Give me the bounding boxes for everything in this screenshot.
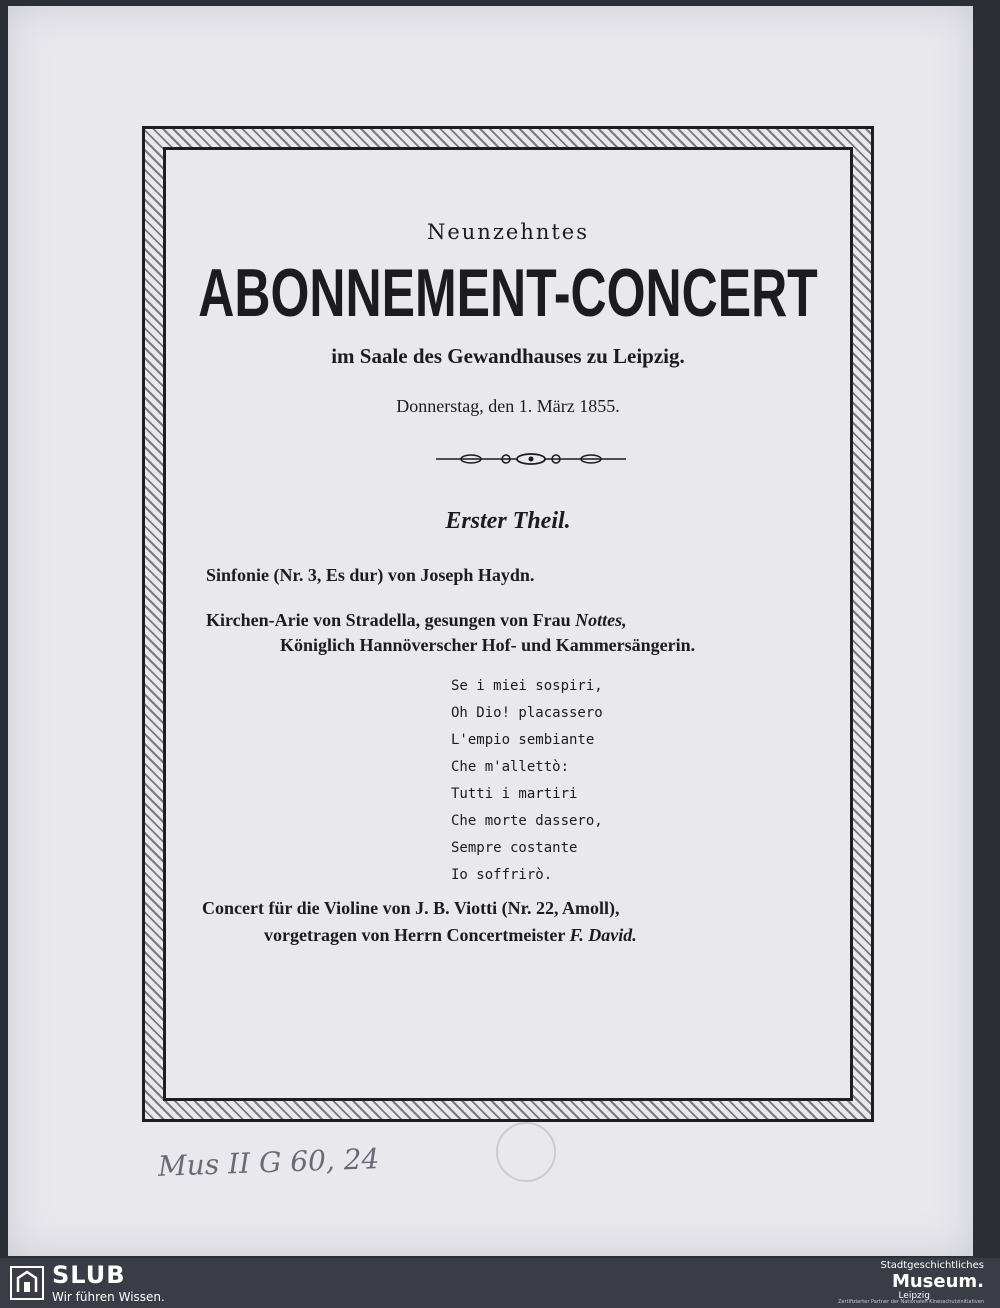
handwritten-shelfmark: Mus II G 60, 24: [157, 1142, 380, 1183]
library-tagline: Wir führen Wissen.: [52, 1290, 165, 1304]
lyric-line: L'empio sembiante: [451, 732, 595, 748]
concert-title: ABONNEMENT-CONCERT: [198, 255, 818, 331]
singer-title: Königlich Hannöverscher Hof- und Kammersängerin.: [280, 635, 696, 655]
lyric-line: Se i miei sospiri,: [451, 678, 603, 694]
concert-date: Donnerstag, den 1. März 1855.: [396, 396, 620, 416]
lyric-line: Che m'allettò:: [451, 759, 570, 775]
museum-name[interactable]: Museum.: [891, 1271, 984, 1292]
performer-line: [264, 925, 637, 946]
museum-certification: Zertifizierter Partner der Nationalen Kinesschutzinitiativen: [838, 1299, 984, 1305]
viewer-footer: [0, 1258, 1000, 1308]
performer-description: vorgetragen von Herrn Concertmeister: [264, 925, 570, 945]
part-heading: Erster Theil.: [445, 508, 571, 534]
concert-program-sheet: [8, 6, 973, 1256]
library-name[interactable]: SLUB: [52, 1261, 126, 1289]
ornamental-border: [142, 126, 874, 1122]
program-item-arie: [206, 610, 627, 631]
lyric-line: Oh Dio! placassero: [451, 705, 603, 721]
performer-name: F. David.: [569, 925, 637, 945]
concert-number: Neunzehntes: [426, 220, 590, 244]
program-content-area: [163, 147, 853, 1101]
lyric-line: Sempre costante: [451, 840, 578, 856]
lyric-line: Io soffrirò.: [451, 867, 553, 883]
arie-description: Kirchen-Arie von Stradella, gesungen von Frau: [206, 610, 576, 630]
museum-city: Leipzig: [898, 1291, 930, 1301]
ornament-divider-icon: [436, 452, 626, 466]
program-item-sinfonie: Sinfonie (Nr. 3, Es dur) von Joseph Haydn.: [206, 565, 535, 585]
venue-line: im Saale des Gewandhauses zu Leipzig.: [331, 344, 685, 368]
lyric-line: Che morte dassero,: [451, 813, 603, 829]
museum-label: Stadtgeschichtliches: [880, 1260, 984, 1271]
blind-stamp: [496, 1122, 556, 1182]
singer-name: Nottes,: [575, 610, 627, 630]
lyric-line: Tutti i martiri: [451, 786, 578, 802]
program-item-violin-concert: Concert für die Violine von J. B. Viotti (Nr. 22, Amoll),: [202, 898, 620, 918]
slub-logo-icon: [10, 1266, 44, 1300]
